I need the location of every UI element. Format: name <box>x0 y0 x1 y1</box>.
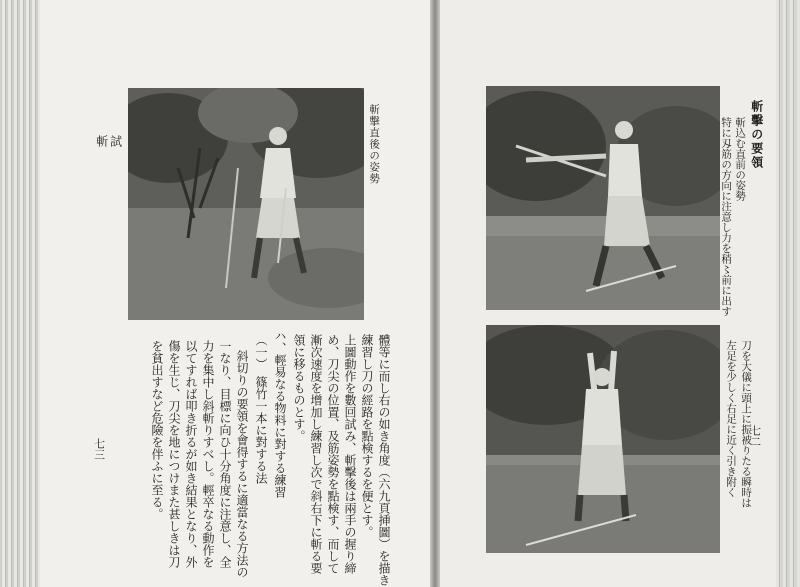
text-column: 斜切りの要領を會得するに適當なる方法の <box>235 350 249 578</box>
text-column: 力を集中し斜斬りすべし。輕卒なる動作を <box>201 340 215 568</box>
caption-overhead-raise-line-1: 刀を大儀に頭上に振被りたる瞬時は <box>740 340 753 508</box>
text-column: め、刀尖の位置、及筋姿勢を點検す、而して <box>326 334 340 574</box>
book-gutter <box>430 0 440 587</box>
page-number-right: 七二 <box>748 425 762 447</box>
caption-strike-essentials-title: 斬擊の要領 <box>749 100 764 170</box>
text-column: 漸次速度を增加し練習し次で斜右下に斬る要 <box>309 334 323 574</box>
caption-before-strike-line-2: 特に刄筋の方向に注意し力を稍〻前に出す <box>720 117 733 317</box>
page-stack-edge-right <box>776 0 800 587</box>
photo-overhead-raise <box>486 325 720 553</box>
page-stack-edge-left <box>0 0 40 587</box>
text-column: 一なり、目標に向ひ十分角度に注意し、全 <box>218 340 232 568</box>
text-column: 上圖動作を數回試み、斬擊後は兩手の握り締 <box>343 334 357 574</box>
text-column: 領に移るものとす。 <box>292 334 306 442</box>
text-column: 練習し刀の經路を點検するを便とす。 <box>360 334 374 538</box>
photo-before-strike <box>486 86 720 310</box>
caption-overhead-raise-line-2: 左足を少しく右足に近く引き附く <box>725 340 738 498</box>
text-column: を貧出すなど危險を伴ふに至る。 <box>150 340 164 520</box>
text-column: 傷を生じ、刀尖を地につけまた甚しきは刀 <box>167 340 181 568</box>
caption-before-strike-line-1: 斬込む直前の姿勢 <box>734 117 747 201</box>
running-head-char-1: 試 <box>108 135 123 149</box>
subsection-heading: （一） 篠竹一本に對する法 <box>254 334 268 484</box>
photo-after-strike <box>128 88 364 320</box>
page-number-left: 七三 <box>92 438 106 460</box>
text-column: 以てすれば叩き折るが如き結果となり、外 <box>184 340 198 568</box>
text-column: 體等に而し右の如き角度（六九頁挿圖）を描き <box>377 334 391 586</box>
running-head <box>94 135 122 163</box>
section-heading: ハ、輕易なる物料に對する練習 <box>273 330 287 498</box>
caption-after-strike: 斬擊直後の姿勢 <box>368 104 381 185</box>
running-head-char-2: 斬 <box>94 135 109 149</box>
